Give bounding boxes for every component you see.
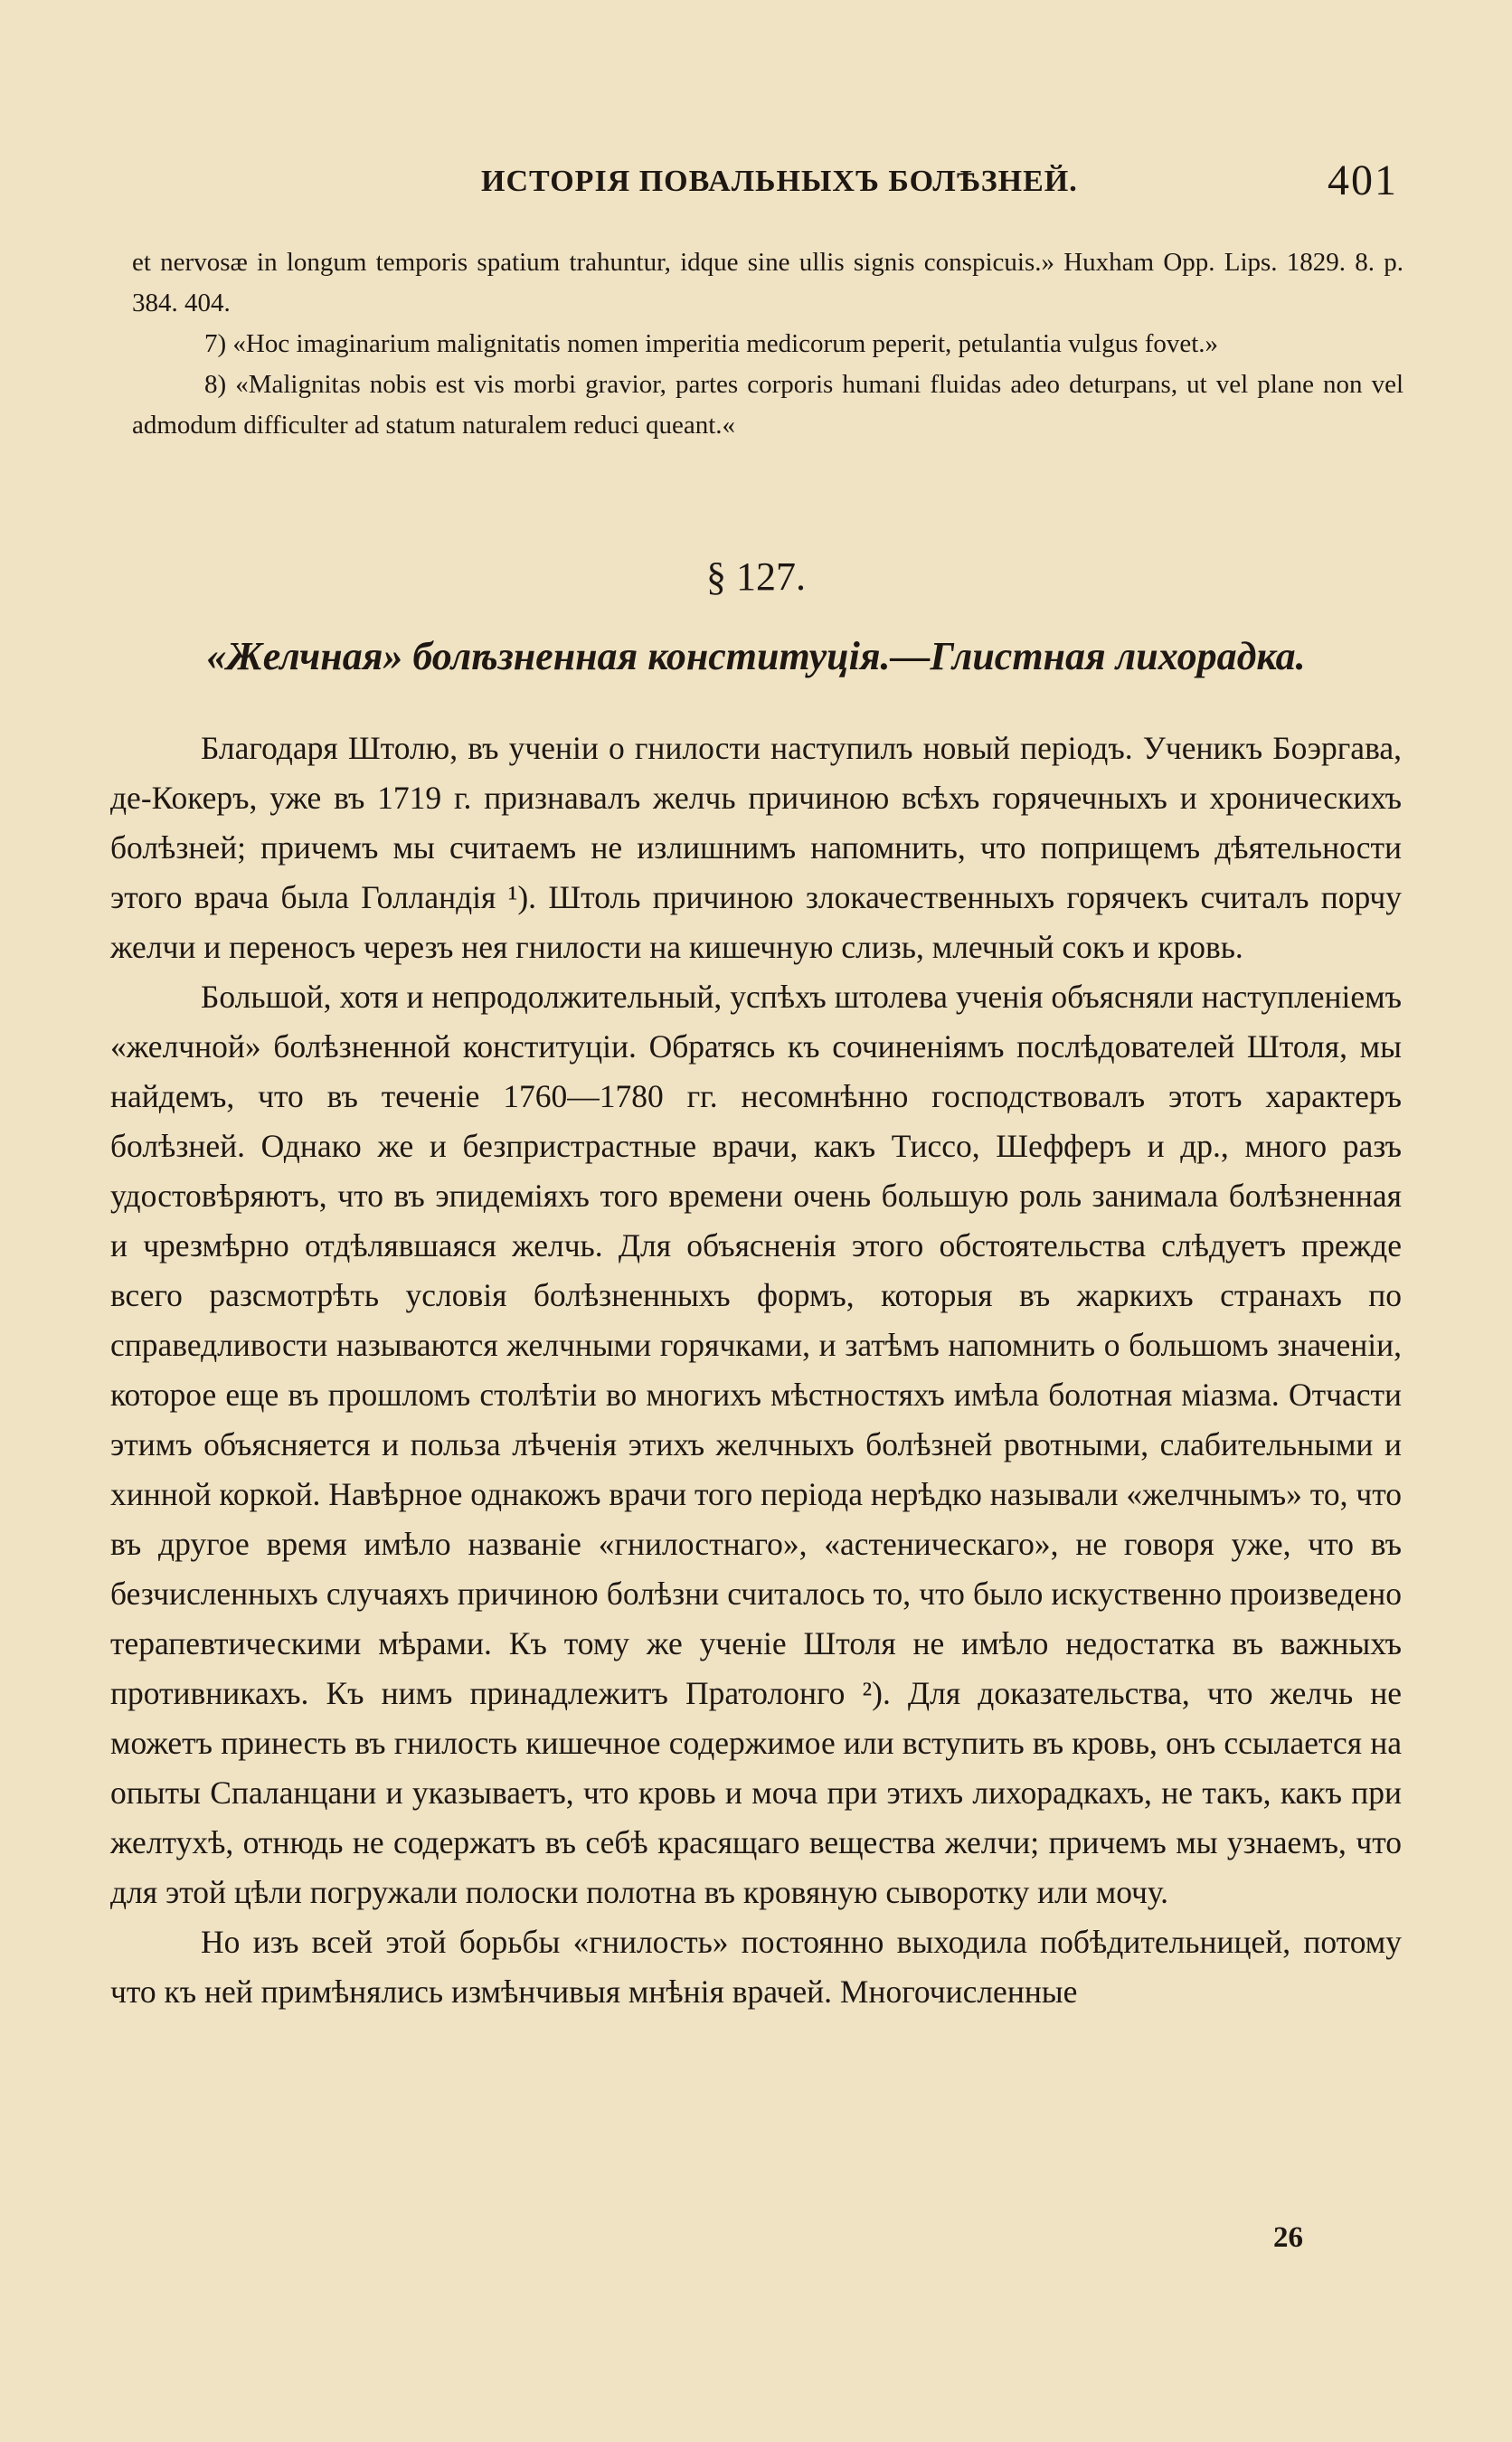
section-title: «Желчная» болѣзненная конституція.—Глистная лихорадка. xyxy=(206,634,1306,678)
main-text xyxy=(110,724,1402,2017)
running-head xyxy=(0,156,1512,210)
section-number: § 127. xyxy=(706,554,806,599)
footnote: 7) «Hoc imaginarium malignitatis nomen imperitia medicorum peperit, petulantia vulgus fovet.» xyxy=(204,329,1219,358)
running-head-title: ИСТОРІЯ ПОВАЛЬНЫХЪ БОЛѢЗНЕЙ. xyxy=(481,165,1078,198)
paragraph: Благодаря Штолю, въ ученіи о гнилости наступилъ новый періодъ. Ученикъ Боэргава, де-Кокеръ, уже въ 1719 г. признавалъ желчь причиною всѣхъ горячечныхъ и хроническихъ болѣзней; причемъ мы считаемъ не излишнимъ напомнить, что поприщемъ дѣятельности этого врача была Голландія ¹). Штоль причиною злокачественныхъ горячекъ считалъ порчу желчи и переносъ черезъ нея гнилости на кишечную слизь, млечный сокъ и кровь. xyxy=(110,730,1402,965)
paragraph: Но изъ всей этой борьбы «гнилость» постоянно выходила побѣдительницей, потому что къ ней примѣнялись измѣнчивыя мнѣнія врачей. Многочисленные xyxy=(110,1924,1402,2010)
page-number: 401 xyxy=(1328,156,1398,204)
signature-mark: 26 xyxy=(1273,2221,1303,2254)
footnote: et nervosæ in longum temporis spatium trahuntur, idque sine ullis signis conspicuis.» Huxham Opp. Lips. 1829. 8. p. 384. 404. xyxy=(132,248,1403,317)
footnotes-block xyxy=(132,242,1403,446)
paragraph: Большой, хотя и непродолжительный, успѣхъ штолева ученія объясняли наступленіемъ «желчной» болѣзненной конституціи. Обратясь къ сочиненіямъ послѣдователей Штоля, мы найдемъ, что въ теченіе 1760—1780 гг. несомнѣнно господствовалъ этотъ характеръ болѣзней. Однако же и безпристрастные врачи, какъ Тиссо, Шефферъ и др., много разъ удостовѣряютъ, что въ эпидеміяхъ того времени очень большую роль занимала болѣзненная и чрезмѣрно отдѣлявшаяся желчь. Для объясненія этого обстоятельства слѣдуетъ прежде всего разсмотрѣть условія болѣзненныхъ формъ, которыя въ жаркихъ странахъ по справедливости называются желчными горячками, и затѣмъ напомнить о большомъ значеніи, которое еще въ прошломъ столѣтіи во многихъ мѣстностяхъ имѣла болотная міазма. Отчасти этимъ объясняется и польза лѣченія этихъ желчныхъ болѣзней рвотными, слабительными и хинной коркой. Навѣрное однакожъ врачи того періода нерѣдко называли «желчнымъ» то, что въ другое время имѣло названіе «гнилостнаго», «астеническаго», не говоря уже, что въ безчисленныхъ случаяхъ причиною болѣзни считалось то, что было искуственно произведено терапевтическими мѣрами. Къ тому же ученіе Штоля не имѣло недостатка въ важныхъ противникахъ. Къ нимъ принадлежитъ Пратолонго ²). Для доказательства, что желчь не можетъ принесть въ гнилость кишечное содержимое или вступить въ кровь, онъ ссылается на опыты Спаланцани и указываетъ, что кровь и моча при этихъ лихорадкахъ, не такъ, какъ при желтухѣ, отнюдь не содержатъ въ себѣ красящаго вещества желчи; причемъ мы узнаемъ, что для этой цѣли погружали полоски полотна въ кровяную сыворотку или мочу. xyxy=(110,979,1402,1910)
footnote: 8) «Malignitas nobis est vis morbi gravior, partes corporis humani fluidas adeo deturpans, ut vel plane non vel admodum difficulter ad statum naturalem reduci queant.« xyxy=(132,370,1403,440)
